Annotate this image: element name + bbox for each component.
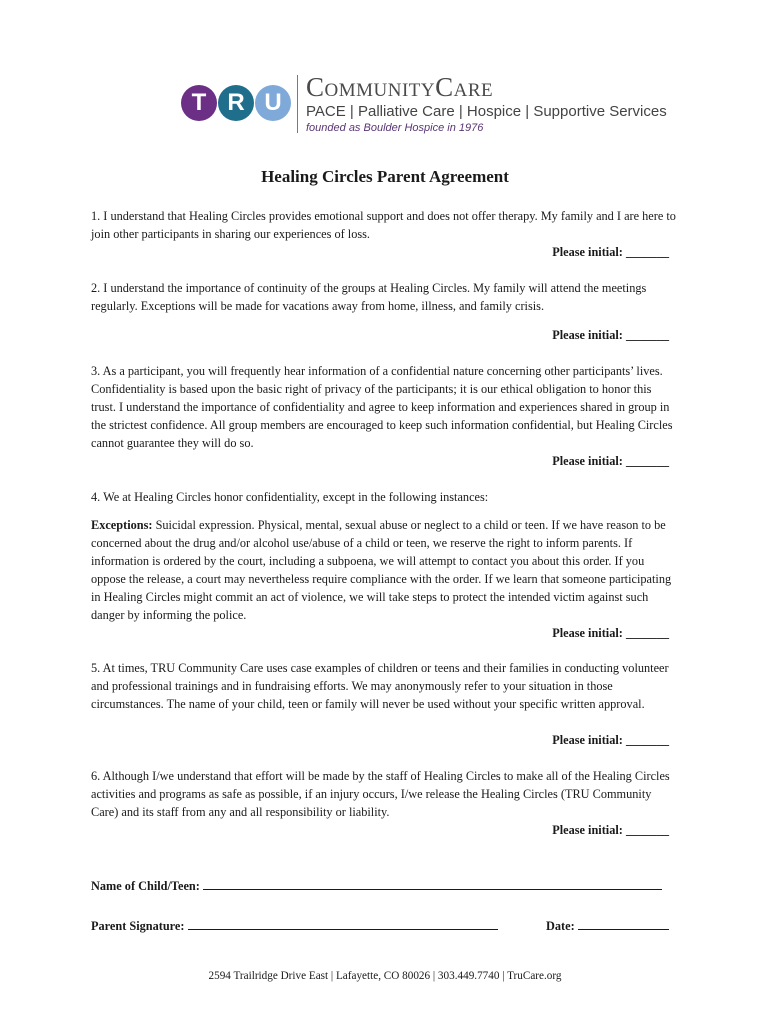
logo-founded: founded as Boulder Hospice in 1976 (306, 122, 484, 134)
logo-circle-r: R (218, 85, 254, 121)
logo-brand-name: CommunityCare (306, 72, 494, 102)
child-name-label: Name of Child/Teen: (91, 879, 200, 893)
tru-logo (181, 72, 667, 135)
initial-field-1[interactable]: Please initial: _______ (552, 245, 669, 259)
agreement-item-4 (91, 488, 679, 506)
logo-circle-u: U (255, 85, 291, 121)
initial-field-6[interactable]: Please initial: _______ (552, 823, 669, 837)
page-footer: 2594 Trailridge Drive East | Lafayette, CO 80026 | 303.449.7740 | TruCare.org (208, 970, 562, 982)
agreement-item-5 (91, 659, 679, 713)
agreement-item-text: 1. I understand that Healing Circles provides emotional support and does not offer therapy. My family and I are here to join other participants in sharing our experiences of loss. (91, 209, 676, 241)
exceptions-text (91, 516, 679, 624)
agreement-item-6 (91, 767, 679, 821)
logo-divider (297, 75, 298, 133)
agreement-item-3 (91, 362, 679, 452)
initial-field-5[interactable]: Please initial: _______ (552, 733, 669, 747)
agreement-item-text: 6. Although I/we understand that effort will be made by the staff of Healing Circles to make all of the Healing Circles activities and programs as safe as possible, if an injury occurs, I/we release the Healing Circles (TRU Community Care) and its staff from any and all responsibility or liability. (91, 769, 670, 819)
agreement-item-text: 3. As a participant, you will frequently hear information of a confidential nature concerning other participants’ lives. Confidentiality is based upon the basic right of privacy of the participants; it is our ethical obligation to honor this trust. I understand the importance of confidentiality and agree to keep information and experiences shared in group in the strictest confidence. All group members are encouraged to keep such information confidential, but Healing Circles cannot guarantee they will do so. (91, 364, 673, 450)
agreement-item-1 (91, 207, 679, 243)
date-row (546, 917, 669, 935)
agreement-item-text: 5. At times, TRU Community Care uses case examples of children or teens and their families in conducting volunteer and professional trainings and in fundraising efforts. We may anonymously refer to your situation in those circumstances. The name of your child, teen or family will never be used without your specific written approval. (91, 661, 669, 711)
agreement-item-text: 2. I understand the importance of continuity of the groups at Healing Circles. My family will attend the meetings regularly. Exceptions will be made for vacations away from home, illness, and family crisis. (91, 281, 647, 313)
initial-field-2[interactable]: Please initial: _______ (552, 328, 669, 342)
logo-circle-t: T (181, 85, 217, 121)
date-label: Date: (546, 919, 575, 933)
document-title: Healing Circles Parent Agreement (261, 167, 509, 186)
initial-field-4[interactable]: Please initial: _______ (552, 626, 669, 640)
parent-signature-row (91, 917, 498, 935)
exceptions-paragraph (91, 516, 679, 624)
logo-services: PACE | Palliative Care | Hospice | Supportive Services (306, 103, 667, 120)
exceptions-body: Suicidal expression. Physical, mental, sexual abuse or neglect to a child or teen. If we have reason to be concerned about the drug and/or alcohol use/abuse of a child or teen, we reserve the right to inform parents. If information is ordered by the court, including a subpoena, we will attempt to contact you about this order. If you oppose the release, a court may nevertheless require compliance with the order. If we learn that someone participating in Healing Circles might commit an act of violence, we will take steps to protect the intended victim against such danger by informing the police. (91, 518, 672, 622)
agreement-item-text: 4. We at Healing Circles honor confidentiality, except in the following instances: (91, 490, 489, 504)
child-name-row (91, 877, 662, 895)
parent-signature-label: Parent Signature: (91, 919, 185, 933)
child-name-field[interactable] (203, 877, 662, 890)
exceptions-label: Exceptions: (91, 518, 153, 532)
agreement-item-2 (91, 279, 679, 315)
parent-signature-field[interactable] (188, 917, 498, 930)
initial-field-3[interactable]: Please initial: _______ (552, 454, 669, 468)
date-field[interactable] (578, 917, 669, 930)
